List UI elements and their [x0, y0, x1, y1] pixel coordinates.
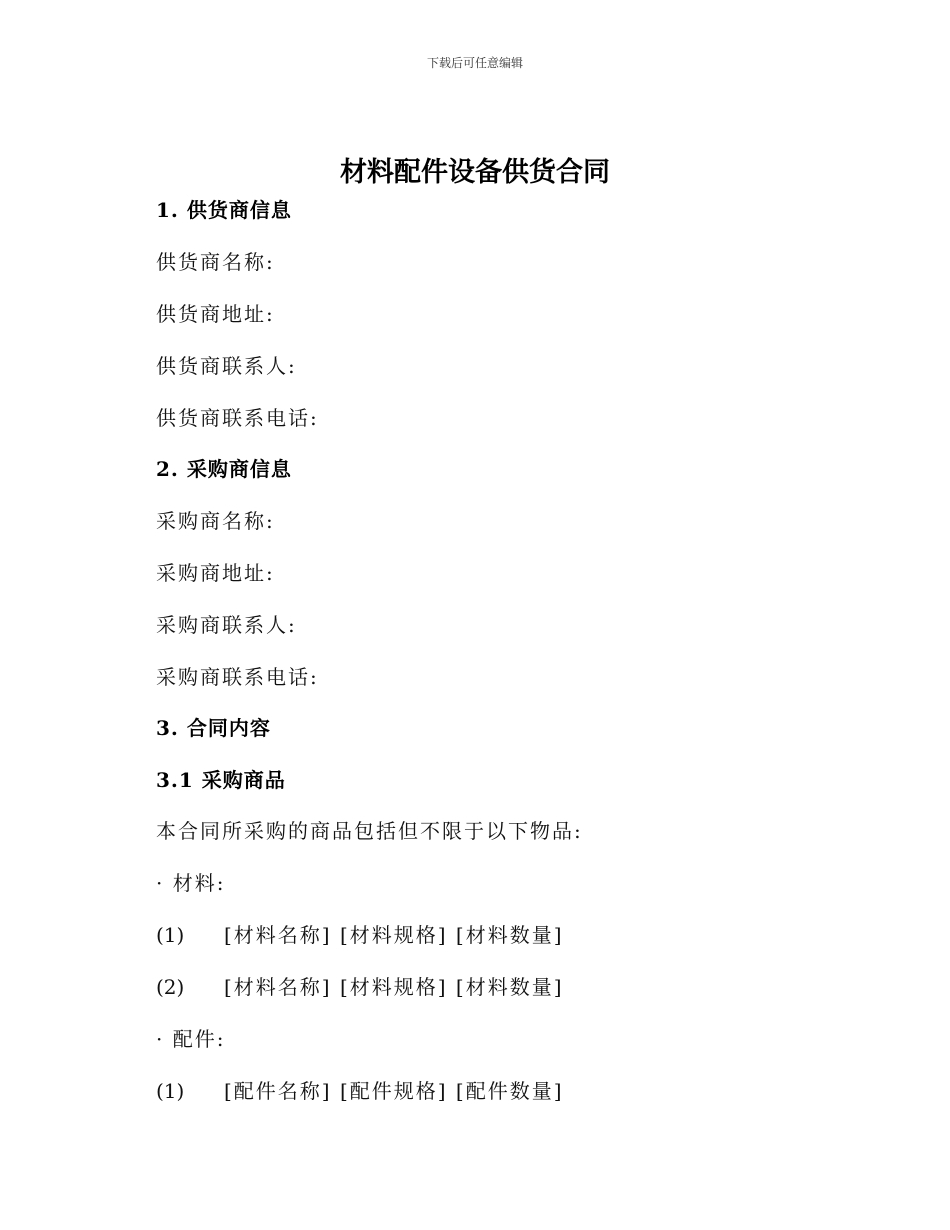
materials-label: · 材料:: [156, 871, 226, 895]
supplier-contact-line: 供货商联系人:: [156, 354, 297, 378]
list-item-text: [材料名称] [材料规格] [材料数量]: [224, 923, 564, 947]
list-item-text: [材料名称] [材料规格] [材料数量]: [224, 975, 564, 999]
supplier-address-line: 供货商地址:: [156, 302, 275, 326]
list-item-text: [配件名称] [配件规格] [配件数量]: [224, 1079, 564, 1103]
goods-intro-line: 本合同所采购的商品包括但不限于以下物品:: [156, 819, 583, 843]
list-item-number: (1): [156, 1079, 185, 1103]
buyer-name-line: 采购商名称:: [156, 509, 275, 533]
supplier-phone-line: 供货商联系电话:: [156, 406, 319, 430]
section-heading-buyer: 2. 采购商信息: [156, 457, 292, 481]
list-item: [156, 1077, 564, 1105]
section-heading-supplier: 1. 供货商信息: [156, 198, 292, 222]
supplier-name-line: 供货商名称:: [156, 250, 275, 274]
list-item: [156, 973, 564, 1001]
buyer-address-line: 采购商地址:: [156, 561, 275, 585]
parts-label: · 配件:: [156, 1027, 226, 1051]
subsection-heading-goods: 3.1 采购商品: [156, 768, 286, 792]
list-item-number: (1): [156, 923, 185, 947]
buyer-contact-line: 采购商联系人:: [156, 613, 297, 637]
section-heading-contract: 3. 合同内容: [156, 716, 271, 740]
buyer-phone-line: 采购商联系电话:: [156, 665, 319, 689]
document-title: 材料配件设备供货合同: [340, 157, 610, 188]
header-note: 下载后可任意编辑: [426, 56, 523, 70]
list-item-number: (2): [156, 975, 185, 999]
list-item: [156, 921, 564, 949]
